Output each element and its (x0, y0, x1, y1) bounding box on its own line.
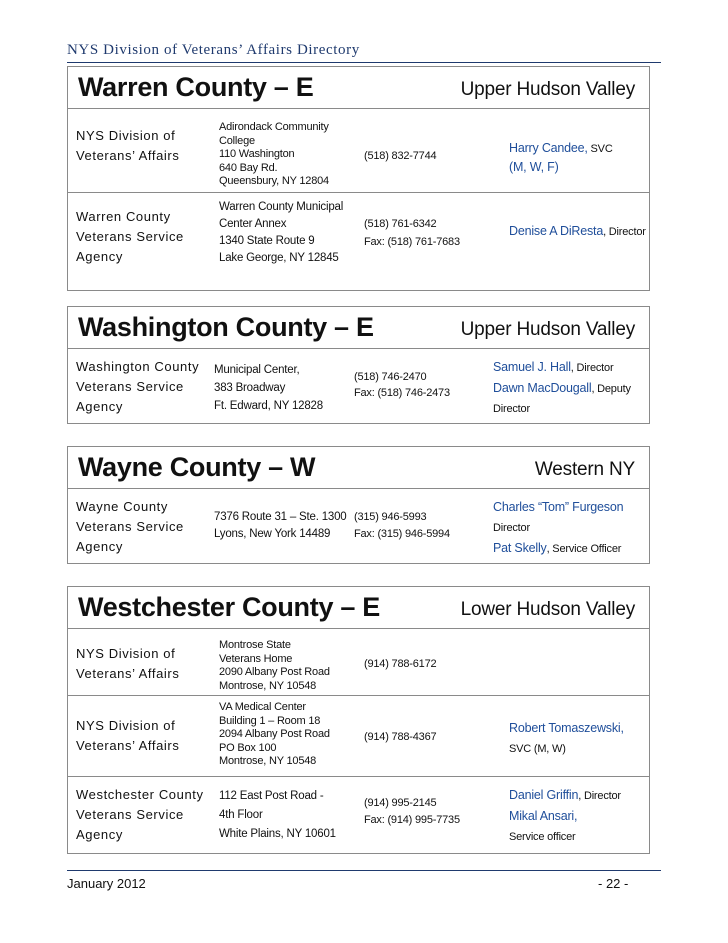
agency-row (68, 349, 649, 423)
agency-row (68, 109, 649, 192)
agency-address: VA Medical Center Building 1 – Room 18 2094 Albany Post Road PO Box 100 Montrose, NY 10548 (219, 701, 330, 767)
agency-name: NYS Division of Veterans’ Affairs (76, 718, 180, 753)
agency-name: Wayne County Veterans Service Agency (76, 499, 184, 554)
contact-name: (M, W, F) (509, 160, 559, 174)
agency-name: Washington County Veterans Service Agency (76, 359, 200, 414)
agency-address: Montrose State Veterans Home 2090 Albany Post Road Montrose, NY 10548 (219, 639, 330, 692)
agency-address: Municipal Center, 383 Broadway Ft. Edward, NY 12828 (214, 364, 323, 412)
contact-name: Dawn MacDougall (493, 381, 592, 395)
page-number: - 22 - (598, 876, 629, 891)
agency-phone: (914) 788-4367 (364, 731, 437, 743)
footer-rule (67, 870, 661, 871)
county-block-wayne (67, 446, 650, 564)
agency-contact: Harry Candee, SVC (M, W, F) (509, 141, 613, 174)
county-block-westchester (67, 586, 650, 854)
agency-row (68, 489, 649, 563)
county-title-bar (68, 307, 649, 349)
agency-contact: Daniel Griffin, Director Mikal Ansari, Service officer (509, 788, 621, 843)
county-region: Upper Hudson Valley (460, 319, 635, 340)
agency-row (68, 776, 649, 854)
contact-name: Denise A DiResta (509, 224, 604, 238)
agency-phone: (315) 946-5993 Fax: (315) 946-5994 (354, 511, 450, 540)
agency-name: NYS Division of Veterans’ Affairs (76, 128, 180, 163)
county-block-warren (67, 66, 650, 291)
county-region: Lower Hudson Valley (460, 599, 635, 620)
agency-contact: Robert Tomaszewski, SVC (M, W) (509, 721, 624, 755)
county-name: Wayne County – W (78, 452, 316, 482)
agency-row (68, 192, 649, 290)
county-name: Warren County – E (78, 72, 314, 102)
agency-name: NYS Division of Veterans’ Affairs (76, 646, 180, 681)
footer-date: January 2012 (67, 876, 146, 891)
agency-contact: Denise A DiResta, Director (509, 224, 646, 238)
directory-header: NYS Division of Veterans’ Affairs Directory (67, 42, 360, 58)
county-block-washington (67, 306, 650, 424)
agency-phone: (518) 746-2470 Fax: (518) 746-2473 (354, 371, 450, 399)
agency-row (68, 695, 649, 776)
contact-name: Harry Candee, (509, 141, 588, 155)
agency-phone: (518) 761-6342 Fax: (518) 761-7683 (364, 218, 460, 248)
county-title-bar (68, 587, 649, 629)
contact-name: Mikal Ansari, (509, 809, 578, 823)
county-region: Western NY (534, 459, 635, 480)
contact-name: Samuel J. Hall (493, 360, 571, 374)
agency-contact: Charles “Tom” Furgeson Director Pat Skelly, Service Officer (493, 500, 624, 555)
agency-row (68, 629, 649, 695)
agency-name: Warren County Veterans Service Agency (76, 209, 184, 264)
header-rule (67, 62, 661, 63)
contact-name: Pat Skelly (493, 541, 547, 555)
agency-address: 112 East Post Road - 4th Floor White Plains, NY 10601 (219, 790, 336, 840)
agency-phone: (518) 832-7744 (364, 150, 437, 162)
contact-name: Robert Tomaszewski, (509, 721, 624, 735)
agency-address: 7376 Route 31 – Ste. 1300 Lyons, New York 14489 (214, 511, 347, 540)
agency-contact: Samuel J. Hall, Director Dawn MacDougall, Deputy Director (493, 360, 631, 415)
county-name: Washington County – E (78, 312, 374, 342)
contact-name: Daniel Griffin (509, 788, 579, 802)
agency-phone: (914) 788-6172 (364, 658, 437, 670)
county-title-bar (68, 67, 649, 109)
agency-address: Adirondack Community College 110 Washington 640 Bay Rd. Queensbury, NY 12804 (219, 121, 329, 187)
agency-name: Westchester County Veterans Service Agency (76, 787, 204, 842)
agency-address: Warren County Municipal Center Annex 1340 State Route 9 Lake George, NY 12845 (219, 201, 344, 264)
county-name: Westchester County – E (78, 592, 380, 622)
county-title-bar (68, 447, 649, 489)
county-region: Upper Hudson Valley (460, 79, 635, 100)
contact-name: Charles “Tom” Furgeson (493, 500, 624, 514)
agency-phone: (914) 995-2145 Fax: (914) 995-7735 (364, 797, 460, 826)
